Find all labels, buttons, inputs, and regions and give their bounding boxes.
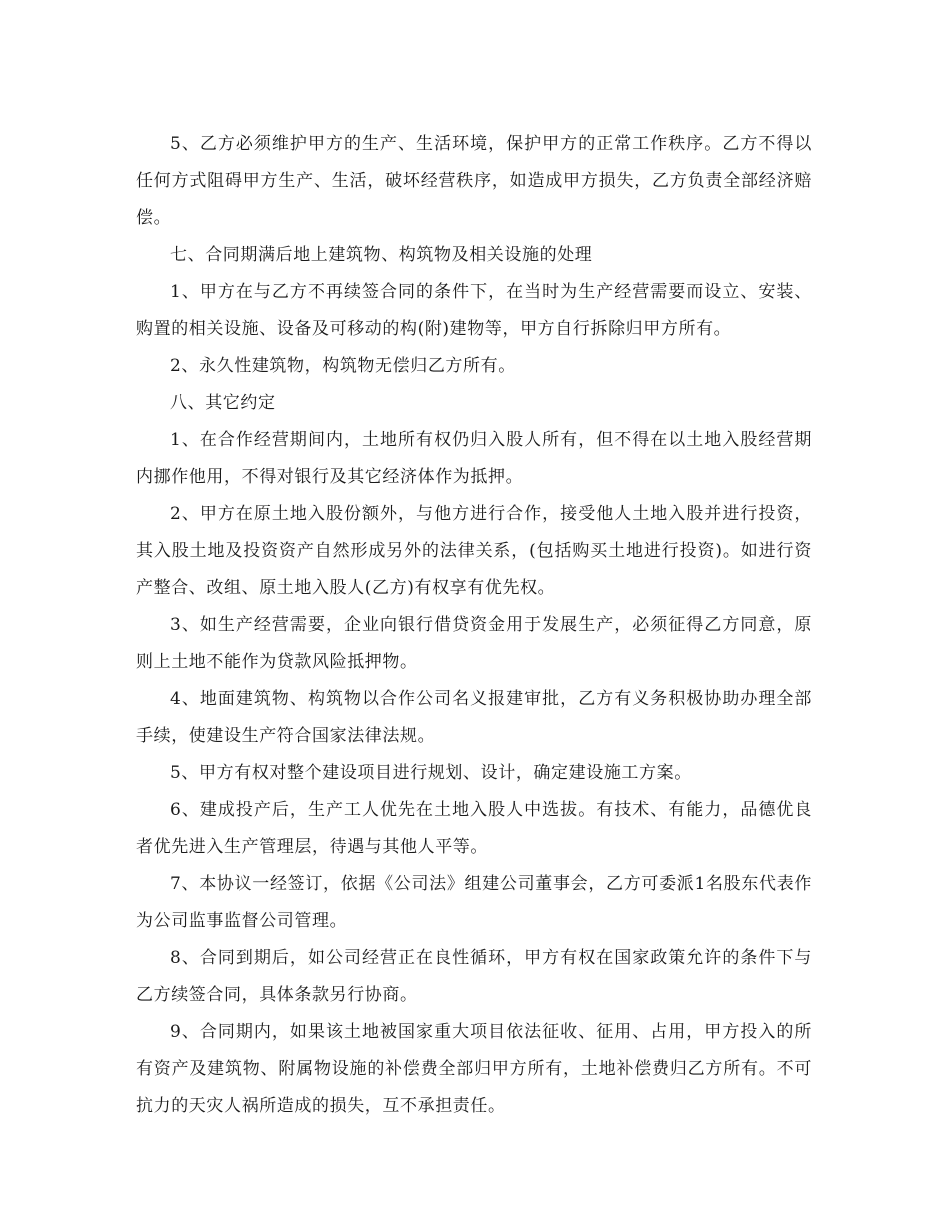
clause-7-2-permanent-buildings: 2、永久性建筑物，构筑物无偿归乙方所有。 [170, 356, 516, 376]
clause-8-6-workers: 6、建成投产后，生产工人优先在土地入股人中选拔。有技术、有能力，品德优良者优先进入生产管理层，待遇与其他人平等。 [136, 800, 812, 857]
clause-8-5-planning: 5、甲方有权对整个建设项目进行规划、设计，确定建设施工方案。 [170, 763, 692, 783]
clause-8-7-board: 7、本协议一经签订，依据《公司法》组建公司董事会，乙方可委派1名股东代表作为公司监事监督公司管理。 [136, 874, 812, 931]
clause-8-1-land-ownership: 1、在合作经营期间内，土地所有权仍归入股人所有，但不得在以土地入股经营期内挪作他用，不得对银行及其它经济体作为抵押。 [136, 430, 812, 487]
clause-8-8-renewal: 8、合同到期后，如公司经营正在良性循环，甲方有权在国家政策允许的条件下与乙方续签合同，具体条款另行协商。 [136, 948, 812, 1005]
section-7-heading: 七、合同期满后地上建筑物、构筑物及相关设施的处理 [170, 245, 593, 265]
clause-7-1-removal: 1、甲方在与乙方不再续签合同的条件下，在当时为生产经营需要而设立、安装、购置的相关设施、设备及可移动的构(附)建物等，甲方自行拆除归甲方所有。 [136, 282, 812, 339]
clause-8-9-expropriation: 9、合同期内，如果该土地被国家重大项目依法征收、征用、占用，甲方投入的所有资产及建筑物、附属物设施的补偿费全部归甲方所有，土地补偿费归乙方所有。不可抗力的天灾人祸所造成的损失，互不承担责任。 [136, 1022, 812, 1116]
document-body [136, 126, 812, 1125]
clause-8-3-bank-loans: 3、如生产经营需要，企业向银行借贷资金用于发展生产，必须征得乙方同意，原则上土地不能作为贷款风险抵押物。 [136, 615, 812, 672]
clause-5-environment: 5、乙方必须维护甲方的生产、生活环境，保护甲方的正常工作秩序。乙方不得以任何方式阻碍甲方生产、生活，破坏经营秩序，如造成甲方损失，乙方负责全部经济赔偿。 [136, 134, 812, 228]
clause-8-4-approval: 4、地面建筑物、构筑物以合作公司名义报建审批，乙方有义务积极协助办理全部手续，使建设生产符合国家法律法规。 [136, 689, 812, 746]
clause-8-2-cooperation: 2、甲方在原土地入股份额外，与他方进行合作，接受他人土地入股并进行投资，其入股土地及投资资产自然形成另外的法律关系，(包括购买土地进行投资)。如进行资产整合、改组、原土地入股人(乙方)有权享有优先权。 [136, 504, 812, 598]
section-8-heading: 八、其它约定 [170, 393, 276, 413]
